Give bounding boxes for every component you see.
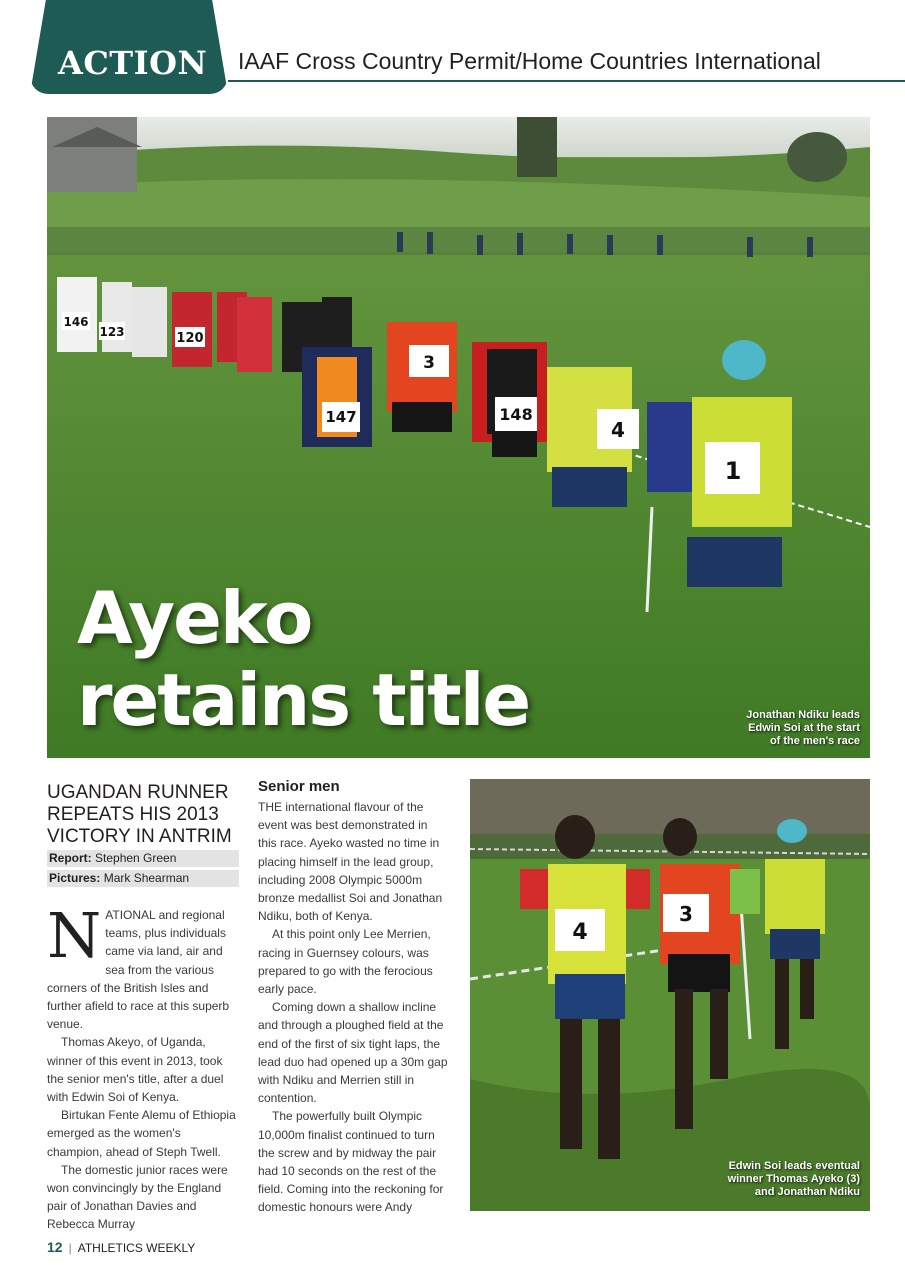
article-paragraph: At this point only Lee Merrien, racing in Guernsey colours, was prepared to go with the ferocious early pace. bbox=[258, 927, 433, 997]
pictures-credit bbox=[47, 870, 239, 887]
headline-line-2: retains title bbox=[77, 658, 530, 742]
report-credit bbox=[47, 850, 239, 867]
hero-photo bbox=[47, 117, 870, 758]
article-paragraph: THE international flavour of the event was best demonstrated in this race. Ayeko wasted no time in placing himself in the lead group, including 2008 Olympic 5000m bronze medallist Soi and Jonathan Ndiku, both of Kenya. bbox=[258, 800, 443, 924]
report-name: Stephen Green bbox=[95, 851, 177, 865]
race-photo-illustration bbox=[470, 779, 870, 1211]
headline bbox=[77, 577, 529, 741]
hero-bib-3: 3 bbox=[423, 353, 435, 373]
article-paragraph: The powerfully built Olympic 10,000m finalist continued to turn the screw and by midway the pair had 10 seconds on the rest of the field. Coming into the reckoning for domestic honours were Andy bbox=[258, 1109, 444, 1215]
hero-bib-146: 146 bbox=[63, 315, 89, 329]
pictures-name: Mark Shearman bbox=[103, 871, 190, 885]
standfirst: UGANDAN RUNNER REPEATS HIS 2013 VICTORY IN ANTRIM bbox=[47, 782, 232, 847]
drop-cap: N bbox=[47, 899, 102, 972]
article-column-2 bbox=[258, 778, 448, 1217]
page-footer bbox=[47, 1239, 195, 1255]
article-paragraph: Thomas Akeyo, of Uganda, winner of this event in 2013, took the senior men's title, after a duel with Edwin Soi of Kenya. bbox=[47, 1035, 224, 1105]
hero-bib-1: 1 bbox=[724, 457, 742, 485]
hero-bib-4: 4 bbox=[611, 418, 625, 442]
page-header-title: IAAF Cross Country Permit/Home Countries International bbox=[238, 48, 821, 74]
publication-name: ATHLETICS WEEKLY bbox=[77, 1241, 196, 1255]
article-column-1 bbox=[47, 899, 239, 1234]
section-tab-label: ACTION bbox=[58, 44, 208, 82]
footer-separator: | bbox=[68, 1241, 72, 1255]
article-paragraph: The domestic junior races were won convincingly by the England pair of Jonathan Davies and Rebecca Murray bbox=[47, 1162, 228, 1232]
race-photo-caption: Edwin Soi leads eventual winner Thomas Ayeko (3) and Jonathan Ndiku bbox=[727, 1160, 860, 1198]
pictures-label: Pictures: bbox=[49, 871, 101, 885]
hero-caption: Jonathan Ndiku leads Edwin Soi at the start of the men's race bbox=[746, 709, 860, 747]
headline-line-1: Ayeko bbox=[77, 576, 312, 660]
race-photo bbox=[470, 779, 870, 1211]
page-number: 12 bbox=[47, 1239, 63, 1255]
article-paragraph: Birtukan Fente Alemu of Ethiopia emerged as the women's champion, ahead of Steph Twell. bbox=[47, 1108, 236, 1159]
article-paragraph: NATIONAL and regional teams, plus individuals came via land, air and sea from the various corners of the British Isles and further afield to race at this superb venue. bbox=[47, 899, 230, 1032]
hero-bib-147: 147 bbox=[325, 408, 357, 426]
subhead-senior-men: Senior men bbox=[258, 778, 340, 795]
article-paragraph: Coming down a shallow incline and through a ploughed field at the end of the first of six tight laps, the lead duo had opened up a 30m gap with Ndiku and Merrien still in contention. bbox=[258, 1000, 448, 1106]
header-rule bbox=[228, 80, 905, 82]
hero-bib-148: 148 bbox=[499, 405, 533, 424]
hero-bib-120: 120 bbox=[176, 331, 204, 346]
hero-bib-123: 123 bbox=[99, 325, 125, 339]
photo2-bib-3: 3 bbox=[679, 902, 693, 926]
photo2-bib-4: 4 bbox=[572, 920, 588, 945]
report-label: Report: bbox=[49, 851, 92, 865]
